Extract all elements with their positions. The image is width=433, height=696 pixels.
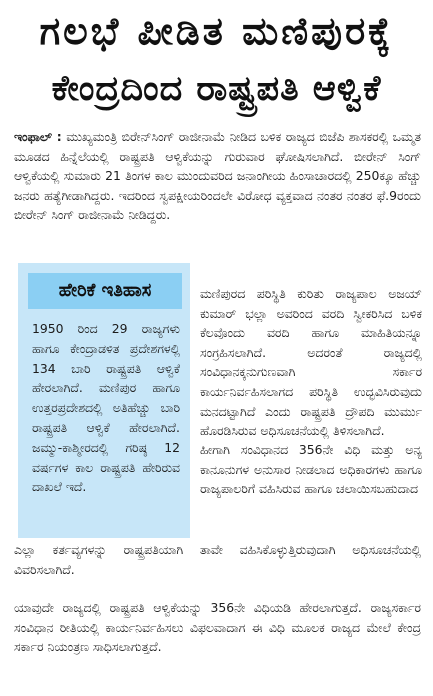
headline-line-2: ಕೇಂದ್ರದಿಂದ ರಾಷ್ಟ್ರಪತಿ ಆಳ್ವಿಕೆ (51, 69, 382, 109)
article-paragraph-1-text: ಮುಖ್ಯಮಂತ್ರಿ ಬಿರೇನ್‌ಸಿಂಗ್ ರಾಜೀನಾಮೆ ನೀಡಿದ ಬಳಿಕ ರಾಜ್ಯದ ಬಿಜೆಪಿ ಶಾಸಕರಲ್ಲಿ ಒಮ್ಮತ ಮೂಡದ ಹಿನ್ನೆಲೆಯಲ್ಲಿ ರಾಷ್ಟ್ರಪತಿ ಆಳ್ವಿಕೆಯನ್ನು ಗುರುವಾರ ಘೋಷಿಸಲಾಗಿದೆ. ಬೀರೇನ್ ಸಿಂಗ್ ಆಳ್ವಿಕೆಯಲ್ಲಿ ಸುಮಾರು 21 ತಿಂಗಳ ಕಾಲ ಮುಂದುವರಿದ ಜನಾಂಗೀಯ ಹಿಂಸಾಚಾರದಲ್ಲಿ 250ಕ್ಕೂ ಹೆಚ್ಚು ಜನರು ಹತ್ಯೆಗೀಡಾಗಿದ್ದರು. ಇದರಿಂದ ಸ್ವಪಕ್ಷೀಯರಿಂದಲೇ ವಿರೋಧ ವ್ಯಕ್ತವಾದ ನಂತರ ನಂತರ ಫೆ.9ರಂದು ಬೀರೇನ್ ಸಿಂಗ್ ರಾಜೀನಾಮೆ ನೀಡಿದ್ದರು. (14, 129, 421, 223)
article-paragraph-4: ಎಲ್ಲಾ ಕರ್ತವ್ಯಗಳನ್ನು ರಾಷ್ಟ್ರಪತಿಯಾಗಿ ತಾವೇ ವಹಿಸಿಕೊಳ್ಳುತ್ತಿರುವುದಾಗಿ ಅಧಿಸೂಚನೆಯಲ್ಲಿ ವಿವರಿಸಲಾಗಿದೆ. (14, 542, 421, 577)
article-paragraph-1 (14, 127, 421, 225)
dateline: ಇಂಫಾಲ್ : (14, 129, 62, 144)
headline-line-1: ಗಲಭೆ ಪೀಡಿತ ಮಣಿಪುರಕ್ಕೆ (39, 9, 394, 53)
sidebar-body: 1950 ರಿಂದ 29 ರಾಜ್ಯಗಳು ಹಾಗೂ ಕೇಂದ್ರಾಡಳಿತ ಪ್ರದೇಶಗಳಲ್ಲಿ 134 ಬಾರಿ ರಾಷ್ಟ್ರಪತಿ ಆಳ್ವಿಕೆ ಹೇರಲಾಗಿದೆ. ಮಣಿಪುರ ಹಾಗೂ ಉತ್ತರಪ್ರದೇಶದಲ್ಲಿ ಅತಿಹೆಚ್ಚು ಬಾರಿ ರಾಷ್ಟ್ರಪತಿ ಆಳ್ವಿಕೆ ಹೇರಲಾಗಿದೆ. ಜಮ್ಮು-ಕಾಶ್ಮೀರದಲ್ಲಿ ಗರಿಷ್ಠ 12 ವರ್ಷಗಳ ಕಾಲ ರಾಷ್ಟ್ರಪತಿ ಹೇರಿರುವ ದಾಖಲೆ ಇದೆ. (32, 321, 180, 495)
article-paragraph-2: ಮಣಿಪುರದ ಪರಿಸ್ಥಿತಿ ಕುರಿತು ರಾಜ್ಯಪಾಲ ಅಜಯ್ ಕುಮಾರ್ ಭಲ್ಲಾ ಅವರಿಂದ ವರದಿ ಸ್ವೀಕರಿಸಿದ ಬಳಿಕ ಕೆಲವೊಂದು ವರದಿ ಹಾಗೂ ಮಾಹಿತಿಯನ್ನೂ ಸಂಗ್ರಹಿಸಲಾಗಿದೆ. ಅದರಂತೆ ರಾಜ್ಯದಲ್ಲಿ ಸಂವಿಧಾನಕ್ಕನುಗುಣವಾಗಿ ಸರ್ಕಾರ ಕಾರ್ಯನಿರ್ವಹಿಸಲಾಗದ ಪರಿಸ್ಥಿತಿ ಉದ್ಭವಿಸಿರುವುದು ಮನದಟ್ಟಾಗಿದೆ ಎಂದು ರಾಷ್ಟ್ರಪತಿ ದ್ರೌಪದಿ ಮುರ್ಮು ಹೊರಡಿಸಿರುವ ಅಧಿಸೂಚನೆಯಲ್ಲಿ ತಿಳಿಸಲಾಗಿದೆ. (200, 286, 422, 439)
sidebar-box (18, 263, 190, 538)
article-paragraph-3: ಹೀಗಾಗಿ ಸಂವಿಧಾನದ 356ನೇ ವಿಧಿ ಮತ್ತು ಅನ್ಯ ಕಾನೂನುಗಳ ಅನುಸಾರ ನೀಡಲಾದ ಅಧಿಕಾರಗಳು ಹಾಗೂ ರಾಜ್ಯಪಾಲರಿಗೆ ವಹಿಸಿರುವ ಹಾಗೂ ಚಲಾಯಿಸಬಹುದಾದ (200, 442, 422, 497)
sidebar-title: ಹೇರಿಕೆ ಇತಿಹಾಸ (28, 273, 182, 309)
article-paragraph-5: ಯಾವುದೇ ರಾಜ್ಯದಲ್ಲಿ ರಾಷ್ಟ್ರಪತಿ ಆಳ್ವಿಕೆಯನ್ನು 356ನೇ ವಿಧಿಯಡಿ ಹೇರಲಾಗುತ್ತದೆ. ರಾಜ್ಯಸರ್ಕಾರ ಸಂವಿಧಾನ ರೀತಿಯಲ್ಲಿ ಕಾರ್ಯನಿರ್ವಹಿಸಲು ವಿಫಲವಾದಾಗ ಈ ವಿಧಿ ಮೂಲಕ ರಾಜ್ಯದ ಮೇಲೆ ಕೇಂದ್ರ ಸರ್ಕಾರ ನಿಯಂತ್ರಣ ಸಾಧಿಸಲಾಗುತ್ತದೆ. (14, 600, 421, 655)
headline (8, 4, 425, 116)
